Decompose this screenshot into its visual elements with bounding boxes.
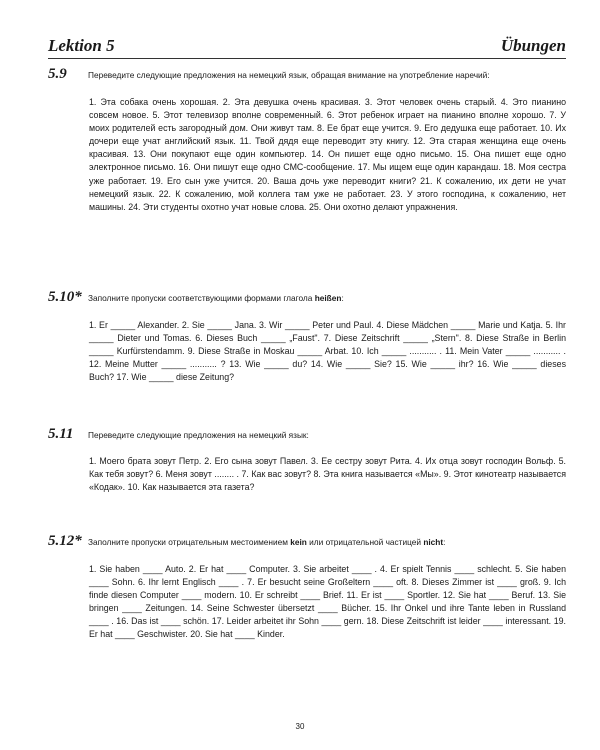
- exercise-number: 5.9: [48, 66, 67, 82]
- instruction-text: :: [341, 293, 344, 303]
- exercise-5-10-body: 1. Er _____ Alexander. 2. Sie _____ Jana. 3. Wir _____ Peter und Paul. 4. Diese Mädchen _____ Marie und Katja. 5. Ihr _____ Dieter und Tomas. 6. Dieses Buch _____ „Faust". 7. Diese Zeitschrift _____ „Stern". 8. Diese Straße in Berlin _____ Kurfürstendamm. 9. Diese Straße in Moskau _____ Arbat. 10. Ich _____ ........... . 11. Mein Vater _____ ........... . 12. Meine Mutter _____ ........... ? 13. Wie _____ du? 14. Wie _____ Sie? 15. Wie _____ ihr? 16. Wie _____ dieses Buch? 17. Wie _____ diese Zeitung?: [89, 320, 566, 383]
- instruction-text: Заполните пропуски отрицательным местоимением: [88, 537, 291, 547]
- instruction-keyword: nicht: [423, 537, 444, 547]
- section-title: Übungen: [500, 36, 566, 55]
- instruction-text: или отрицательной частицей: [306, 537, 424, 547]
- exercise-5-10-heading: [48, 289, 566, 306]
- exercise-instruction: Переведите следующие предложения на немецкий язык:: [88, 430, 309, 440]
- exercise-instruction: [88, 537, 445, 548]
- exercise-instruction: [88, 293, 344, 304]
- exercise-5-9-heading: [48, 66, 566, 83]
- instruction-keyword: kein: [290, 537, 307, 547]
- exercise-5-11-body: 1. Моего брата зовут Петр. 2. Его сына зовут Павел. 3. Ее сестру зовут Рита. 4. Их отца зовут господин Вольф. 5. Как тебя зовут? 6. Меня зовут ........ . 7. Как вас зовут? 8. Эта книга называется «Мы». 9. Этот кинотеатр называется «Кодак». 10. Как называется эта газета?: [89, 456, 566, 493]
- lesson-title: Lektion 5: [48, 36, 115, 55]
- exercise-5-12-heading: [48, 533, 566, 550]
- exercise-5-9-body: 1. Эта собака очень хорошая. 2. Эта девушка очень красивая. 3. Этот человек очень старый. 4. Это пианино совсем новое. 5. Этот телевизор вполне современный. 6. Этот ребенок играет на пианино вполне хорошо. 7. У моих родителей есть загородный дом. Они живут там. 8. Ее брат еще учится. 9. Его дедушка еще работает. 10. Их дочери еще учат английский язык. 11. Твой дядя еще переводит эту книгу. 12. Эта старая женщина еще очень красивая. 13. Они покупают еще один компьютер. 14. Он пишет еще одно письмо. 15. Она пишет еще одно электронное письмо. 16. Они пишут еще одно СМС-сообщение. 17. Мы ищем еще один карандаш. 18. Моя сестра уже работает. 19. Его сын уже учится. 20. Ваша дочь уже переводит книги? 21. К сожалению, их дети не учат немецкий язык. 22. К сожалению, мой коллега там уже не работает. 23. У этого господина, к сожалению, нет машины. 24. Эти студенты охотно учат новые слова. 25. Они охотно делают упражнения.: [89, 97, 566, 212]
- exercise-number: 5.10*: [48, 289, 82, 305]
- instruction-keyword: heißen: [314, 293, 342, 303]
- instruction-text: :: [443, 537, 446, 547]
- exercise-5-12-body: 1. Sie haben ____ Auto. 2. Er hat ____ Computer. 3. Sie arbeitet ____ . 4. Er spielt Tennis ____ schlecht. 5. Sie haben ____ Sohn. 6. Ihr lernt Englisch ____ . 7. Er besucht seine Großeltern ____ oft. 8. Dieses Zimmer ist ____ groß. 9. Ich finde diesen Computer ____ modern. 10. Er schreibt ____ Brief. 11. Er ist ____ Sportler. 12. Sie hat ____ Beruf. 13. Sie bringen ____ Zeitungen. 14. Seine Schwester übersetzt ____ Bücher. 15. Ihr Onkel und ihre Tante leben in Russland ____ . 16. Das ist ____ schön. 17. Leider arbeitet ihr Sohn ____ gern. 18. Diese Zeitschrift ist leider ____ interessant. 19. Er hat ____ Geschwister. 20. Sie hat ____ Kinder.: [89, 564, 566, 640]
- page-header: [48, 36, 566, 59]
- exercise-instruction: Переведите следующие предложения на немецкий язык, обращая внимание на употребление наречий:: [88, 70, 490, 80]
- exercise-number: 5.12*: [48, 533, 82, 549]
- exercise-number: 5.11: [48, 426, 74, 442]
- page-number: 30: [295, 722, 305, 731]
- instruction-text: Заполните пропуски соответствующими формами глагола: [88, 293, 315, 303]
- exercise-5-11-heading: [48, 426, 566, 443]
